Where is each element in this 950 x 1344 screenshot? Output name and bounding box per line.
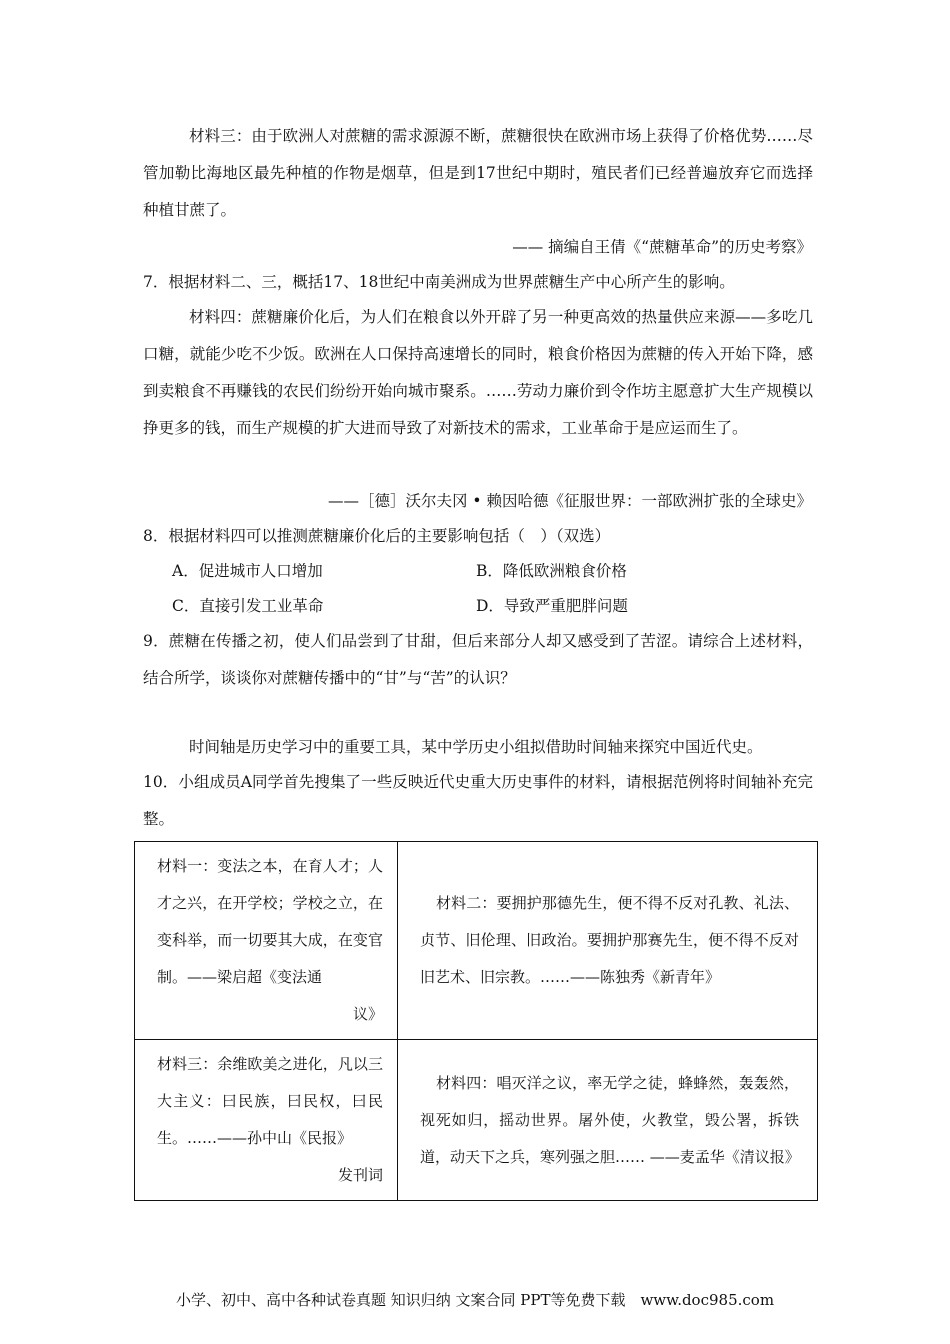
material-three-cell-tail: 发刊词 <box>337 1166 383 1184</box>
material-one-cell <box>135 842 398 1040</box>
question-8-stem: 8．根据材料四可以推测蔗糖廉价化后的主要影响包括（ ）（双选） <box>143 527 611 545</box>
material-two-cell: 材料二：要拥护那德先生，便不得不反对孔教、礼法、贞节、旧伦理、旧政治。要拥护那赛先生，便不得不反对旧艺术、旧宗教。……——陈独秀《新青年》 <box>398 842 818 1040</box>
materials-table <box>134 841 818 1201</box>
question-9: 9．蔗糖在传播之初，使人们品尝到了甘甜，但后来部分人却又感受到了苦涩。请综合上述材料，结合所学，谈谈你对蔗糖传播中的“甘”与“苦”的认识？ <box>143 632 813 687</box>
option-a: A．促进城市人口增加 <box>172 562 323 580</box>
material-three-text: 材料三：由于欧洲人对蔗糖的需求源源不断，蔗糖很快在欧洲市场上获得了价格优势……尽管加勒比海地区最先种植的作物是烟草，但是到17世纪中期时，殖民者们已经普遍放弃它而选择种植甘蔗了。 <box>143 127 813 219</box>
material-one-text: 材料一：变法之本，在育人才；人才之兴，在开学校；学校之立，在变科举，而一切要其大成，在变官制。——梁启超《变法通 <box>157 857 383 986</box>
question-10: 10．小组成员A同学首先搜集了一些反映近代史重大历史事件的材料，请根据范例将时间轴补充完整。 <box>143 773 813 828</box>
option-c: C．直接引发工业革命 <box>172 597 324 615</box>
page-footer: 小学、初中、高中各种试卷真题 知识归纳 文案合同 PPT等免费下载 www.doc985.com <box>175 1291 775 1309</box>
material-four-cell: 材料四：唱灭洋之议，率无学之徒，蜂蜂然，轰轰然，视死如归，摇动世界。屠外使，火教堂，毁公署，拆铁道，动天下之兵，寒列强之胆…… ——麦孟华《清议报》 <box>398 1040 818 1201</box>
material-four-text: 材料四：蔗糖廉价化后，为人们在粮食以外开辟了另一种更高效的热量供应来源——多吃几口糖，就能少吃不少饭。欧洲在人口保持高速增长的同时，粮食价格因为蔗糖的传入开始下降，感到卖粮食不再赚钱的农民们纷纷开始向城市聚系。……劳动力廉价到令作坊主愿意扩大生产规模以挣更多的钱，而生产规模的扩大进而导致了对新技术的需求，工业革命于是应运而生了。 <box>143 308 813 437</box>
material-three-cell <box>135 1040 398 1201</box>
material-four-source: ——［德］沃尔夫冈 • 赖因哈德《征服世界：一部欧洲扩张的全球史》 <box>328 492 812 510</box>
question-7: 7．根据材料二、三，概括17、18世纪中南美洲成为世界蔗糖生产中心所产生的影响。 <box>143 273 735 291</box>
option-d: D．导致严重肥胖问题 <box>476 597 628 615</box>
material-one-tail: 议》 <box>352 1005 383 1023</box>
option-b: B．降低欧洲粮食价格 <box>476 562 627 580</box>
timeline-intro: 时间轴是历史学习中的重要工具，某中学历史小组拟借助时间轴来探究中国近代史。 <box>189 738 763 756</box>
material-three-source: —— 摘编自王倩《“蔗糖革命”的历史考察》 <box>512 238 812 256</box>
table-row <box>135 842 818 1040</box>
material-three-cell-text: 材料三：余维欧美之进化，凡以三大主义：曰民族，曰民权，曰民生。……——孙中山《民报》 <box>157 1055 383 1147</box>
table-row <box>135 1040 818 1201</box>
